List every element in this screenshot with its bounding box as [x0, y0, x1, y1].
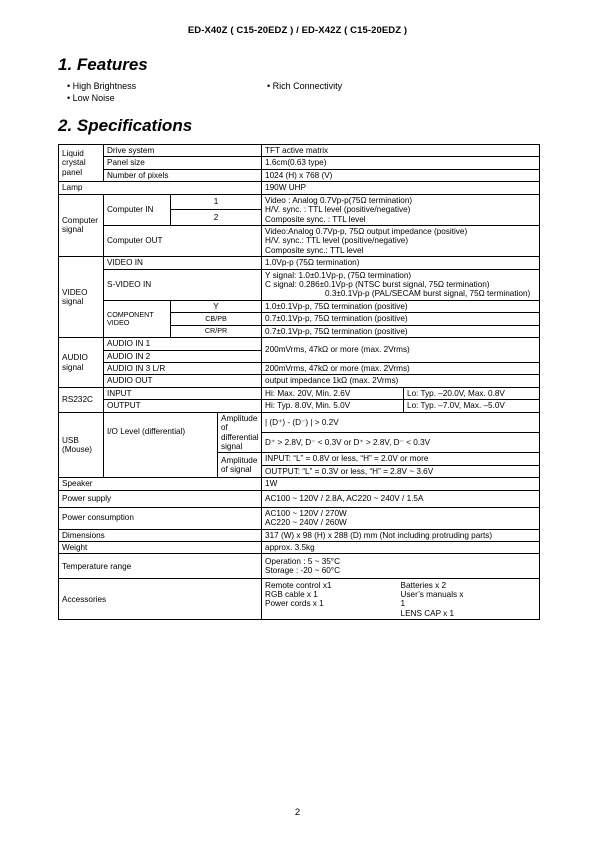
- spec-value: approx. 3.5kg: [262, 541, 540, 553]
- accessories-list: [265, 581, 536, 619]
- spec-value: 1.0±0.1Vp-p, 75Ω termination (positive): [262, 300, 540, 312]
- spec-label: CB/PB: [171, 313, 262, 325]
- spec-label: Dimensions: [59, 529, 262, 541]
- spec-label: 1: [171, 194, 262, 210]
- spec-value: 1024 (H) x 768 (V): [262, 169, 540, 181]
- accessories-left: [265, 581, 401, 619]
- spec-label: Drive system: [104, 145, 262, 157]
- specifications-heading: 2. Specifications: [58, 116, 193, 135]
- spec-value: OUTPUT: “L” = 0.3V or less, “H” = 2.8V ~ 3.6V: [262, 465, 540, 477]
- spec-label: Power supply: [59, 490, 262, 507]
- table-row: [59, 400, 540, 412]
- spec-value-line: Composite sync.: TTL level: [265, 245, 364, 255]
- spec-value: Hi: Max. 20V, Min. 2.6V: [262, 387, 404, 399]
- list-item: RGB cable x 1: [265, 589, 318, 599]
- table-row: [59, 507, 540, 529]
- spec-value: [262, 225, 540, 256]
- table-row: [59, 478, 540, 490]
- spec-value-line: AC100 ~ 120V / 270W: [265, 508, 347, 518]
- spec-value-line: C signal: 0.286±0.1Vp-p (NTSC burst signal, 75Ω termination): [265, 280, 490, 290]
- table-row: [59, 225, 540, 256]
- spec-value: INPUT: “L” = 0.8V or less, “H” = 2.0V or more: [262, 453, 540, 465]
- table-row: [59, 412, 540, 432]
- spec-value: output impedance 1kΩ (max. 2Vrms): [262, 375, 540, 387]
- table-row: [59, 194, 540, 210]
- list-item: Batteries x 2: [400, 580, 447, 590]
- table-row: [59, 182, 540, 194]
- table-row: [59, 579, 540, 620]
- features-heading: 1. Features: [58, 55, 148, 74]
- spec-label: Amplitude of differential signal: [218, 412, 262, 453]
- spec-value-line: Operation : 5 ~ 35°C: [265, 556, 340, 566]
- spec-value: Lo: Typ. –7.0V, Max. –5.0V: [404, 400, 540, 412]
- spec-value-line: Composite sync. : TTL level: [265, 214, 366, 224]
- spec-label: AUDIO IN 2: [104, 350, 262, 362]
- spec-value: 1.6cm(0.63 type): [262, 157, 540, 169]
- spec-value-line: Y signal: 1.0±0.1Vp-p, (75Ω termination): [265, 270, 412, 280]
- spec-value: TFT active matrix: [262, 145, 540, 157]
- spec-label: Weight: [59, 541, 262, 553]
- spec-value: Lo: Typ. –20.0V, Max. 0.8V: [404, 387, 540, 399]
- spec-label: COMPONENT VIDEO: [104, 300, 171, 337]
- spec-label: Temperature range: [59, 554, 262, 579]
- table-row: [59, 490, 540, 507]
- list-item: LENS CAP x 1: [400, 608, 455, 618]
- spec-value: [262, 507, 540, 529]
- table-row: [59, 387, 540, 399]
- spec-value: AC100 ~ 120V / 2.8A, AC220 ~ 240V / 1.5A: [262, 490, 540, 507]
- spec-value-line: 0.3±0.1Vp-p (PAL/SECAM burst signal, 75Ω termination): [325, 289, 531, 299]
- spec-value: Hi: Typ. 8.0V, Min. 5.0V: [262, 400, 404, 412]
- spec-value: | (D⁺) - (D⁻) | > 0.2V: [262, 412, 540, 432]
- spec-label: AUDIO OUT: [104, 375, 262, 387]
- spec-value-line: Video:Analog 0.7Vp-p, 75Ω output impedance (positive): [265, 226, 468, 236]
- spec-value-line: H/V. sync.: TTL level (positive/negative): [265, 236, 409, 246]
- video-label: VIDEO signal: [59, 257, 104, 338]
- rs232c-label: RS232C: [59, 387, 104, 412]
- table-row: [59, 269, 540, 300]
- spec-label: Speaker: [59, 478, 262, 490]
- spec-value: [262, 194, 540, 225]
- list-item: User’s manuals x 1: [400, 589, 464, 609]
- table-row: [59, 529, 540, 541]
- spec-value: 1W: [262, 478, 540, 490]
- lcd-label: Liquid crystal panel: [59, 145, 104, 182]
- accessories-right: [401, 581, 537, 619]
- spec-label: Amplitude of signal: [218, 453, 262, 478]
- audio-label: AUDIO signal: [59, 338, 104, 388]
- table-row: [59, 541, 540, 553]
- spec-label: OUTPUT: [104, 400, 262, 412]
- feature-item: • Low Noise: [67, 93, 115, 103]
- spec-label: I/O Level (differential): [104, 412, 218, 478]
- spec-label: Y: [171, 300, 262, 312]
- table-row: [59, 157, 540, 169]
- spec-value-line: H/V. sync. : TTL level (positive/negative): [265, 205, 411, 215]
- spec-value: [262, 269, 540, 300]
- spec-label: AUDIO IN 1: [104, 338, 262, 350]
- computer-label: Computer signal: [59, 194, 104, 257]
- spec-value: [262, 554, 540, 579]
- spec-value: 200mVrms, 47kΩ or more (max. 2Vrms): [262, 338, 540, 363]
- spec-label: Lamp: [59, 182, 262, 194]
- spec-label: S-VIDEO IN: [104, 269, 262, 300]
- spec-label: VIDEO IN: [104, 257, 262, 269]
- table-row: [59, 169, 540, 181]
- table-row: [59, 257, 540, 269]
- table-row: [59, 300, 540, 312]
- spec-value: 0.7±0.1Vp-p, 75Ω termination (positive): [262, 313, 540, 325]
- spec-label: 2: [171, 210, 262, 226]
- spec-label: CR/PR: [171, 325, 262, 337]
- table-row: [59, 375, 540, 387]
- document-header: ED-X40Z ( C15-20EDZ ) / ED-X42Z ( C15-20EDZ ): [187, 25, 408, 36]
- spec-label: AUDIO IN 3 L/R: [104, 363, 262, 375]
- spec-label: Number of pixels: [104, 169, 262, 181]
- spec-value: 200mVrms, 47kΩ or more (max. 2Vrms): [262, 363, 540, 375]
- spec-value: D⁺ > 2.8V, D⁻ < 0.3V or D⁺ > 2.8V, D⁻ < 0.3V: [262, 433, 540, 453]
- spec-value: [262, 579, 540, 620]
- spec-value-line: Storage : -20 ~ 60°C: [265, 566, 340, 576]
- page-number: 2: [294, 807, 301, 818]
- spec-value-line: AC220 ~ 240V / 260W: [265, 518, 347, 528]
- table-row: [59, 554, 540, 579]
- list-item: Power cords x 1: [265, 599, 324, 609]
- table-row: [59, 338, 540, 350]
- spec-value-line: Video : Analog 0.7Vp-p(75Ω termination): [265, 195, 413, 205]
- specifications-table: [58, 144, 540, 620]
- spec-label: Power consumption: [59, 507, 262, 529]
- spec-label: INPUT: [104, 387, 262, 399]
- spec-value: 1.0Vp-p (75Ω termination): [262, 257, 540, 269]
- spec-label: Accessories: [59, 579, 262, 620]
- spec-value: 0.7±0.1Vp-p, 75Ω termination (positive): [262, 325, 540, 337]
- list-item: Remote control x1: [265, 580, 332, 590]
- spec-value: 190W UHP: [262, 182, 540, 194]
- spec-label: Panel size: [104, 157, 262, 169]
- feature-item: • Rich Connectivity: [267, 81, 343, 91]
- table-row: [59, 363, 540, 375]
- table-row: [59, 145, 540, 157]
- usb-label: USB (Mouse): [59, 412, 104, 478]
- spec-label: Computer OUT: [104, 225, 262, 256]
- spec-value: 317 (W) x 98 (H) x 288 (D) mm (Not including protruding parts): [262, 529, 540, 541]
- feature-item: • High Brightness: [67, 81, 137, 91]
- spec-label: Computer IN: [104, 194, 171, 225]
